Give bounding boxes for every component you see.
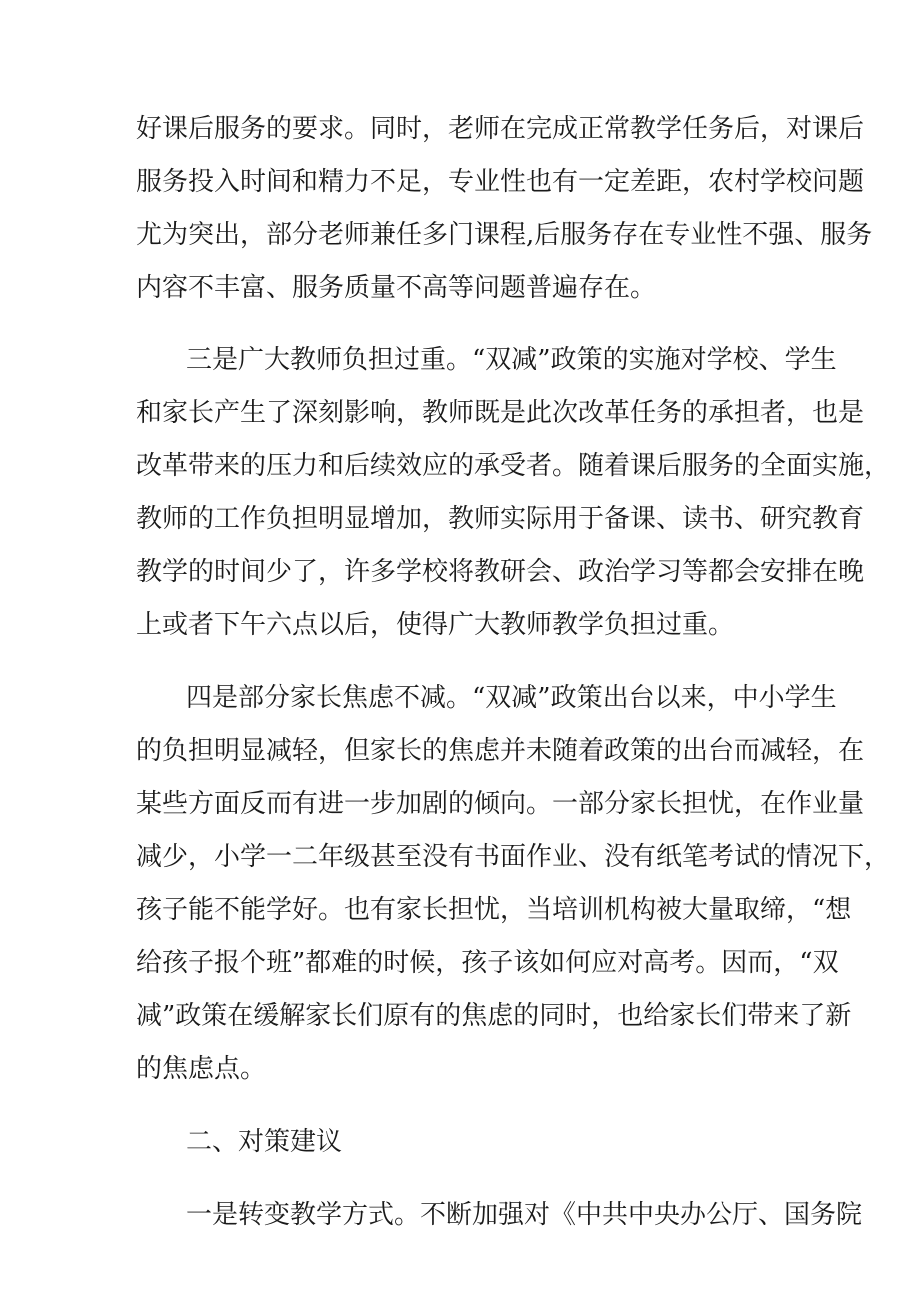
paragraph-line: 上或者下午六点以后，使得广大教师教学负担过重。 [136,610,735,640]
paragraph-line: 孩子能不能学好。也有家长担忧，当培训机构被大量取缔，“想 [136,895,852,925]
paragraph-line: 好课后服务的要求。同时，老师在完成正常教学任务后，对课后 [136,114,865,144]
paragraph-line: 和家长产生了深刻影响，教师既是此次改革任务的承担者，也是 [136,398,865,428]
paragraph-line: 教学的时间少了，许多学校将教研会、政治学习等都会安排在晚 [136,557,865,587]
paragraph-line: 减”政策在缓解家长们原有的焦虑的同时，也给家长们带来了新 [136,1001,852,1031]
paragraph-line: 给孩子报个班”都难的时候，孩子该如何应对高考。因而，“双 [136,948,839,978]
paragraph-line: 教师的工作负担明显增加，教师实际用于备课、读书、研究教育 [136,504,865,534]
paragraph-line: 某些方面反而有进一步加剧的倾向。一部分家长担忧，在作业量 [136,789,865,819]
paragraph-first-line: 三是广大教师负担过重。“双减”政策的实施对学校、学生 [186,345,837,375]
paragraph-first-line: 四是部分家长焦虑不减。“双减”政策出台以来，中小学生 [186,683,837,713]
paragraph-line: 改革带来的压力和后续效应的承受者。随着课后服务的全面实施， [136,451,891,481]
paragraph-line: 内容不丰富、服务质量不高等问题普遍存在。 [136,273,657,303]
paragraph-line: 减少，小学一二年级甚至没有书面作业、没有纸笔考试的情况下， [136,842,891,872]
paragraph-line: 的焦虑点。 [136,1054,267,1084]
paragraph-line: 尤为突出，部分老师兼任多门课程,后服务存在专业性不强、服务 [136,220,873,250]
paragraph-first-line: 一是转变教学方式。不断加强对《中共中央办公厅、国务院 [186,1200,863,1230]
section-heading: 二、对策建议 [186,1127,343,1157]
paragraph-line: 服务投入时间和精力不足，专业性也有一定差距，农村学校问题 [136,167,865,197]
paragraph-line: 的负担明显减轻，但家长的焦虑并未随着政策的出台而减轻，在 [136,736,865,766]
